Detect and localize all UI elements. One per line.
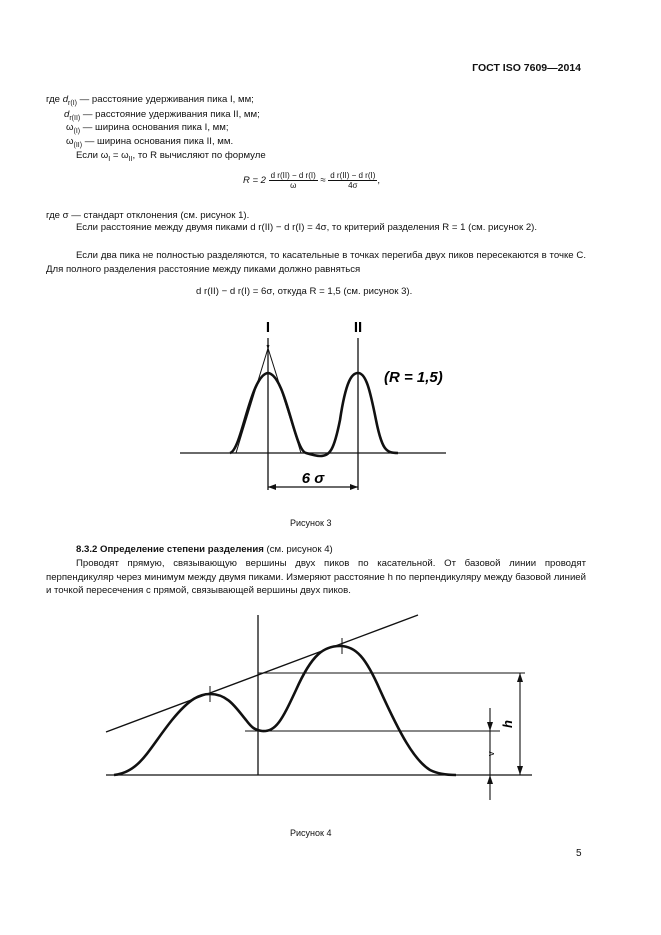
- legend-sym: ω: [66, 122, 74, 133]
- legend-sub: r(I): [68, 100, 77, 107]
- h-label: h: [500, 720, 515, 728]
- legend-sub: (I): [73, 128, 81, 135]
- resolution-label: (R = 1,5): [384, 369, 443, 386]
- legend-line-1: [46, 94, 254, 107]
- tangent-right: [267, 345, 301, 453]
- formula-1: [243, 171, 380, 190]
- arrow-left-icon: [268, 484, 276, 490]
- formula-end: ,: [377, 175, 381, 187]
- figure-3-caption: Рисунок 3: [290, 518, 332, 528]
- legend-text: — ширина основания пика II, мм.: [84, 136, 234, 147]
- page-number: 5: [576, 848, 582, 859]
- condition-sub: II: [128, 156, 133, 163]
- fraction-2: [328, 171, 377, 190]
- legend-text: — расстояние удерживания пика II, мм;: [82, 109, 260, 120]
- section-title: 8.3.2 Определение степени разделения: [76, 544, 264, 555]
- tangent-left: [236, 345, 269, 453]
- paragraph-4sigma: Если расстояние между двумя пиками d r(II) − d r(I) = 4σ, то критерий разделения R = 1 (см. рисунок 2).: [76, 222, 538, 233]
- figure-3: [170, 310, 460, 495]
- condition-sub: I: [108, 156, 111, 163]
- arrow-right-icon: [350, 484, 358, 490]
- h-arrow-bottom-icon: [517, 766, 523, 775]
- fraction-num: d r(II) − d r(I): [330, 171, 376, 180]
- legend-text: — расстояние удерживания пика I, мм;: [79, 94, 254, 105]
- formula-approx: ≈: [320, 175, 326, 187]
- v-label: v: [486, 751, 496, 756]
- v-arrow-top-icon: [487, 722, 493, 731]
- legend-text: — ширина основания пика I, мм;: [82, 122, 229, 133]
- section-body: Проводят прямую, связывающую вершины двух пиков по касательной. От базовой линии проводят перпендикуляр через минимум между двумя пиками. Измеряют расстояние h по перпендикуляру между базовой линией и точкой пересечения с прямой, связывающей вершины двух пиков.: [46, 558, 586, 596]
- fraction-num: d r(II) − d r(I): [270, 171, 316, 180]
- paragraph-sigma: где σ — стандарт отклонения (см. рисунок 1).: [46, 210, 250, 221]
- legend-line-4: [66, 136, 233, 149]
- condition-text: Если ω: [76, 150, 109, 161]
- peak1-label: I: [265, 319, 271, 336]
- v-arrow-bottom-icon: [487, 775, 493, 784]
- formula-lhs: R = 2: [243, 175, 266, 187]
- legend-condition: [76, 150, 266, 163]
- peak2-label: II: [353, 319, 363, 336]
- section-ref: (см. рисунок 4): [263, 544, 333, 555]
- figure-4: [100, 610, 540, 810]
- legend-sym: ω: [66, 136, 74, 147]
- legend-sym: d: [64, 109, 70, 120]
- fraction-1: [269, 171, 318, 190]
- section-heading: [76, 544, 333, 555]
- page-header: ГОСТ ISO 7609—2014: [472, 62, 581, 74]
- spacing-label: 6 σ: [301, 470, 325, 487]
- formula-2: d r(II) − d r(I) = 6σ, откуда R = 1,5 (см. рисунок 3).: [196, 286, 413, 297]
- condition-tail: , то R вычисляют по формуле: [132, 150, 266, 161]
- h-arrow-top-icon: [517, 673, 523, 682]
- fraction-den: ω: [290, 181, 297, 190]
- legend-sub: (II): [73, 142, 83, 149]
- legend-intro: где: [46, 94, 61, 105]
- legend-sym: d: [62, 94, 69, 105]
- legend-line-2: [64, 109, 260, 122]
- figure-4-caption: Рисунок 4: [290, 828, 332, 838]
- condition-eq: = ω: [110, 150, 129, 161]
- chromatogram-curve: [230, 373, 398, 456]
- legend-sub: r(II): [69, 115, 81, 122]
- legend-line-3: [66, 122, 229, 135]
- fraction-den: 4σ: [348, 181, 358, 190]
- paragraph-tangents: Если два пика не полностью разделяются, то касательные в точках перегиба двух пиков пересекаются в точке С. Для полного разделения расстояние между пиками должно равняться: [46, 250, 586, 275]
